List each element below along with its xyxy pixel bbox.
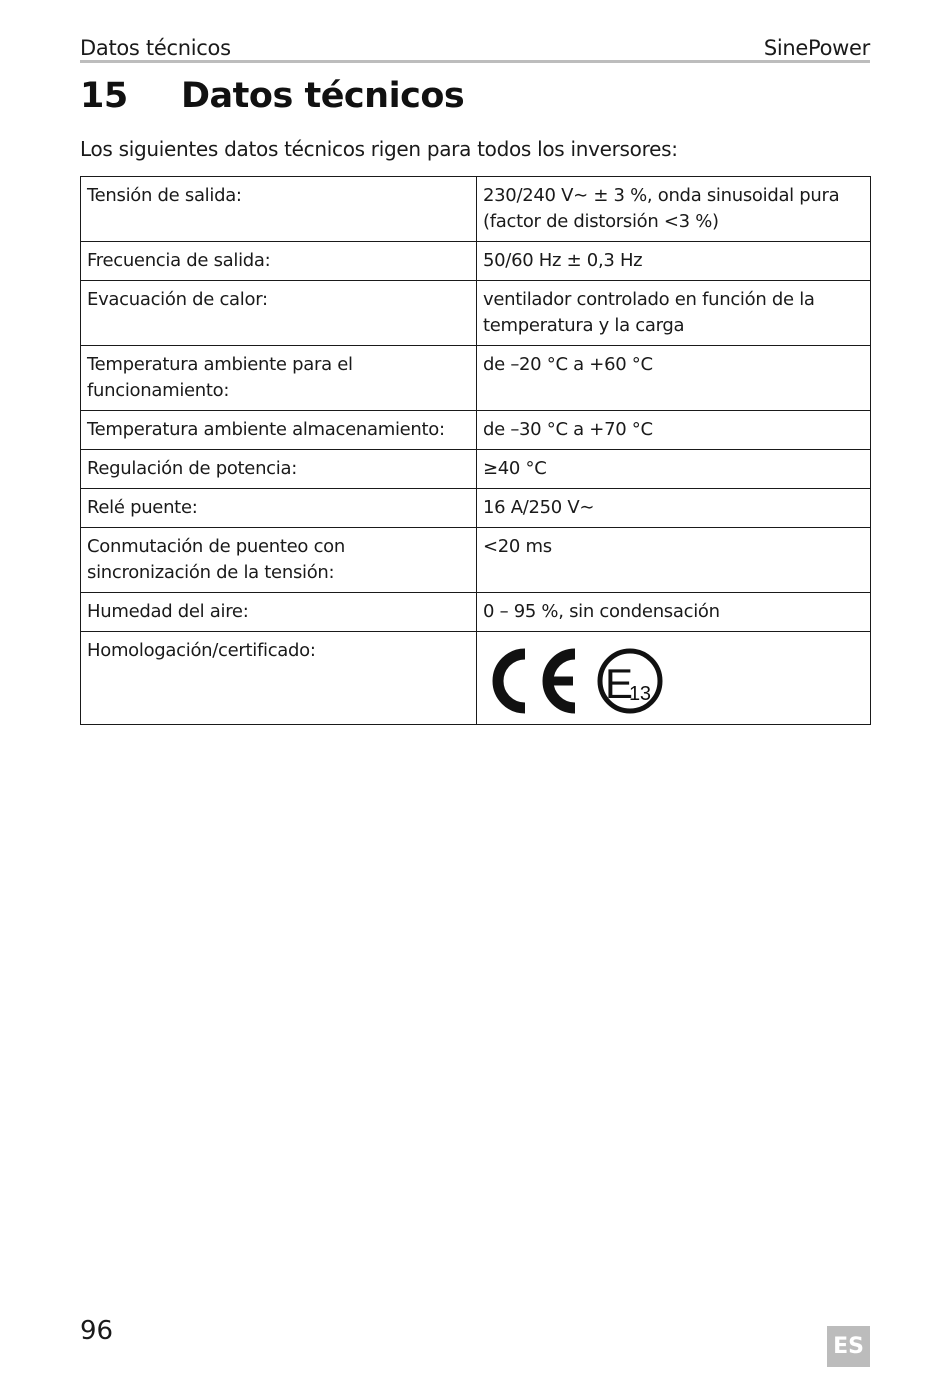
header-chapter: Datos técnicos (80, 36, 231, 60)
spec-label: Tensión de salida: (81, 177, 477, 242)
e13-letter: E (605, 660, 633, 707)
table-row (81, 177, 871, 242)
spec-label: Humedad del aire: (81, 593, 477, 632)
spec-value: de –30 °C a +70 °C (477, 411, 871, 450)
table-row (81, 281, 871, 346)
spec-label: Frecuencia de salida: (81, 242, 477, 281)
section-heading: Datos técnicos (181, 76, 465, 116)
spec-label: Temperatura ambiente para el funcionamiento: (81, 346, 477, 411)
spec-value-marks (477, 632, 871, 725)
spec-value: 0 – 95 %, sin condensación (477, 593, 871, 632)
spec-value: ventilador controlado en función de la temperatura y la carga (477, 281, 871, 346)
table-row (81, 450, 871, 489)
spec-value: 230/240 V∼ ± 3 %, onda sinusoidal pura (factor de distorsión <3 %) (477, 177, 871, 242)
spec-label: Homologación/certificado: (81, 632, 477, 725)
intro-paragraph: Los siguientes datos técnicos rigen para todos los inversores: (80, 137, 678, 161)
section-title (80, 76, 870, 122)
section-number: 15 (80, 76, 128, 116)
spec-value: ≥40 °C (477, 450, 871, 489)
spec-value: de –20 °C a +60 °C (477, 346, 871, 411)
spec-value: <20 ms (477, 528, 871, 593)
table-row (81, 242, 871, 281)
spec-value: 16 A/250 V∼ (477, 489, 871, 528)
table-row (81, 632, 871, 725)
ce-mark-icon (485, 646, 581, 716)
language-badge: ES (827, 1326, 870, 1367)
table-row (81, 346, 871, 411)
header-divider (80, 60, 870, 63)
table-row (81, 593, 871, 632)
e13-approval-icon (595, 646, 665, 716)
spec-label: Temperatura ambiente almacenamiento: (81, 411, 477, 450)
spec-label: Conmutación de puenteo con sincronización de la tensión: (81, 528, 477, 593)
spec-label: Evacuación de calor: (81, 281, 477, 346)
page-number: 96 (80, 1316, 114, 1346)
running-header (80, 30, 870, 60)
e13-number: 13 (629, 683, 651, 705)
certification-marks (483, 638, 864, 716)
table-row (81, 489, 871, 528)
table-row (81, 411, 871, 450)
header-product: SinePower (763, 36, 870, 60)
specs-table (80, 176, 871, 725)
spec-value: 50/60 Hz ± 0,3 Hz (477, 242, 871, 281)
spec-label: Regulación de potencia: (81, 450, 477, 489)
spec-label: Relé puente: (81, 489, 477, 528)
table-row (81, 528, 871, 593)
